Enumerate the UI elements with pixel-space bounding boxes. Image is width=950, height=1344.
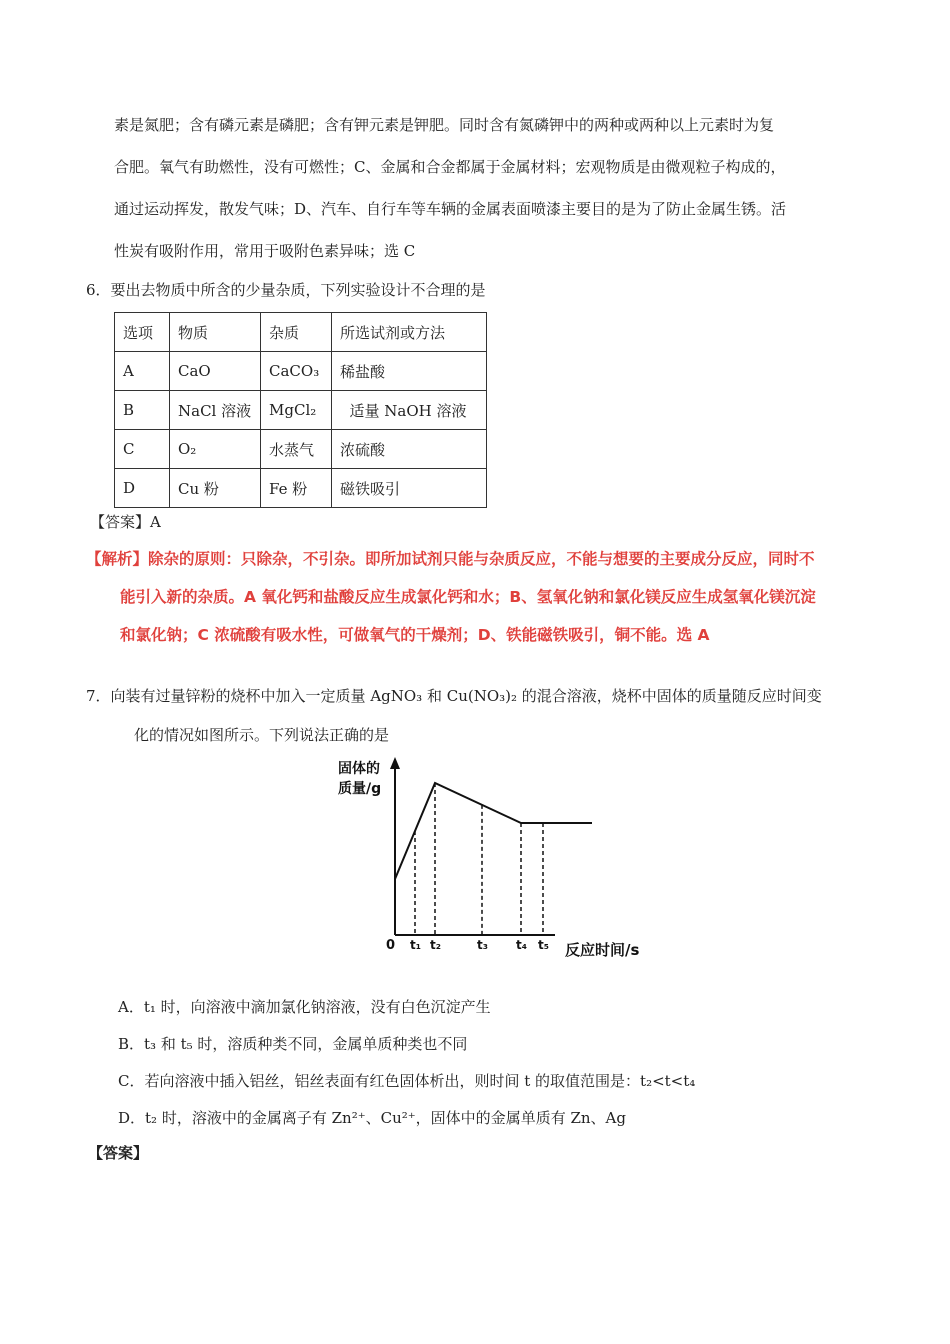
y-axis-label-line-1: 固体的	[338, 761, 380, 777]
table-cell: CaO	[170, 352, 261, 391]
q7-stem-line-2: 化的情况如图所示。下列说法正确的是	[134, 726, 390, 744]
intro-line-4: 性炭有吸附作用，常用于吸附色素异味；选 C	[114, 242, 416, 260]
q7-option-d: D．t₂ 时，溶液中的金属离子有 Zn²⁺、Cu²⁺，固体中的金属单质有 Zn、Ag	[118, 1109, 626, 1127]
table-cell: C	[115, 430, 170, 469]
table-cell: 磁铁吸引	[332, 469, 487, 508]
mass-time-graph	[338, 755, 660, 965]
table-cell: D	[115, 469, 170, 508]
series-line	[395, 783, 592, 879]
x-tick-label: t₅	[538, 938, 549, 952]
table-cell: MgCl₂	[261, 391, 332, 430]
table-cell: CaCO₃	[261, 352, 332, 391]
table-cell: 适量 NaOH 溶液	[332, 391, 487, 430]
x-axis-label: 反应时间/s	[565, 941, 640, 959]
x-tick-label: t₁	[410, 938, 421, 952]
table-header-cell: 杂质	[261, 313, 332, 352]
table-cell: NaCl 溶液	[170, 391, 261, 430]
q6-answer: 【答案】A	[90, 513, 161, 531]
table-cell: 水蒸气	[261, 430, 332, 469]
table-row	[115, 469, 487, 508]
table-header-row	[115, 313, 487, 352]
table-row	[115, 430, 487, 469]
y-axis-arrow-icon	[390, 757, 400, 769]
origin-label: 0	[386, 938, 396, 953]
table-row	[115, 391, 487, 430]
x-tick-label: t₄	[516, 938, 527, 952]
table-header-cell: 物质	[170, 313, 261, 352]
q7-answer: 【答案】	[88, 1144, 149, 1162]
q7-option-b: B．t₃ 和 t₅ 时，溶质种类不同，金属单质种类也不同	[118, 1035, 468, 1053]
y-axis-label-line-2: 质量/g	[338, 781, 382, 797]
x-tick-label: t₃	[477, 938, 488, 952]
q6-analysis-line-2: 能引入新的杂质。A 氧化钙和盐酸反应生成氯化钙和水；B、氢氧化钠和氯化镁反应生成氢氧化镁沉淀	[120, 588, 816, 606]
table-cell: 稀盐酸	[332, 352, 487, 391]
intro-line-2: 合肥。氧气有助燃性，没有可燃性；C、金属和合金都属于金属材料；宏观物质是由微观粒子构成的，	[114, 158, 786, 176]
q6-stem: 6．要出去物质中所含的少量杂质，下列实验设计不合理的是	[86, 281, 486, 299]
intro-line-1: 素是氮肥；含有磷元素是磷肥；含有钾元素是钾肥。同时含有氮磷钾中的两种或两种以上元素时为复	[114, 116, 775, 134]
table-cell: A	[115, 352, 170, 391]
x-tick-labels	[410, 938, 549, 952]
q6-analysis-line-1: 【解析】除杂的原则：只除杂，不引杂。即所加试剂只能与杂质反应，不能与想要的主要成分反应，同时不	[86, 550, 815, 568]
q6-analysis-line-3: 和氯化钠；C 浓硫酸有吸水性，可做氧气的干燥剂；D、铁能磁铁吸引，铜不能。选 A	[120, 626, 710, 644]
table-cell: 浓硫酸	[332, 430, 487, 469]
table-header-cell: 选项	[115, 313, 170, 352]
intro-line-3: 通过运动挥发，散发气味；D、汽车、自行车等车辆的金属表面喷漆主要目的是为了防止金属生锈。活	[114, 200, 787, 218]
table-cell: O₂	[170, 430, 261, 469]
table-cell: Fe 粉	[261, 469, 332, 508]
x-tick-label: t₂	[430, 938, 441, 952]
tick-dash-lines	[415, 783, 543, 935]
q7-stem-line-1: 7．向装有过量锌粉的烧杯中加入一定质量 AgNO₃ 和 Cu(NO₃)₂ 的混合溶液，烧杯中固体的质量随反应时间变	[86, 687, 822, 705]
table-cell: Cu 粉	[170, 469, 261, 508]
table-cell: B	[115, 391, 170, 430]
q7-option-a: A．t₁ 时，向溶液中滴加氯化钠溶液，没有白色沉淀产生	[118, 998, 491, 1016]
table-row	[115, 352, 487, 391]
q6-table	[114, 312, 487, 508]
q7-option-c: C．若向溶液中插入铝丝，铝丝表面有红色固体析出，则时间 t 的取值范围是：t₂<t<t₄	[118, 1072, 696, 1090]
table-header-cell: 所选试剂或方法	[332, 313, 487, 352]
